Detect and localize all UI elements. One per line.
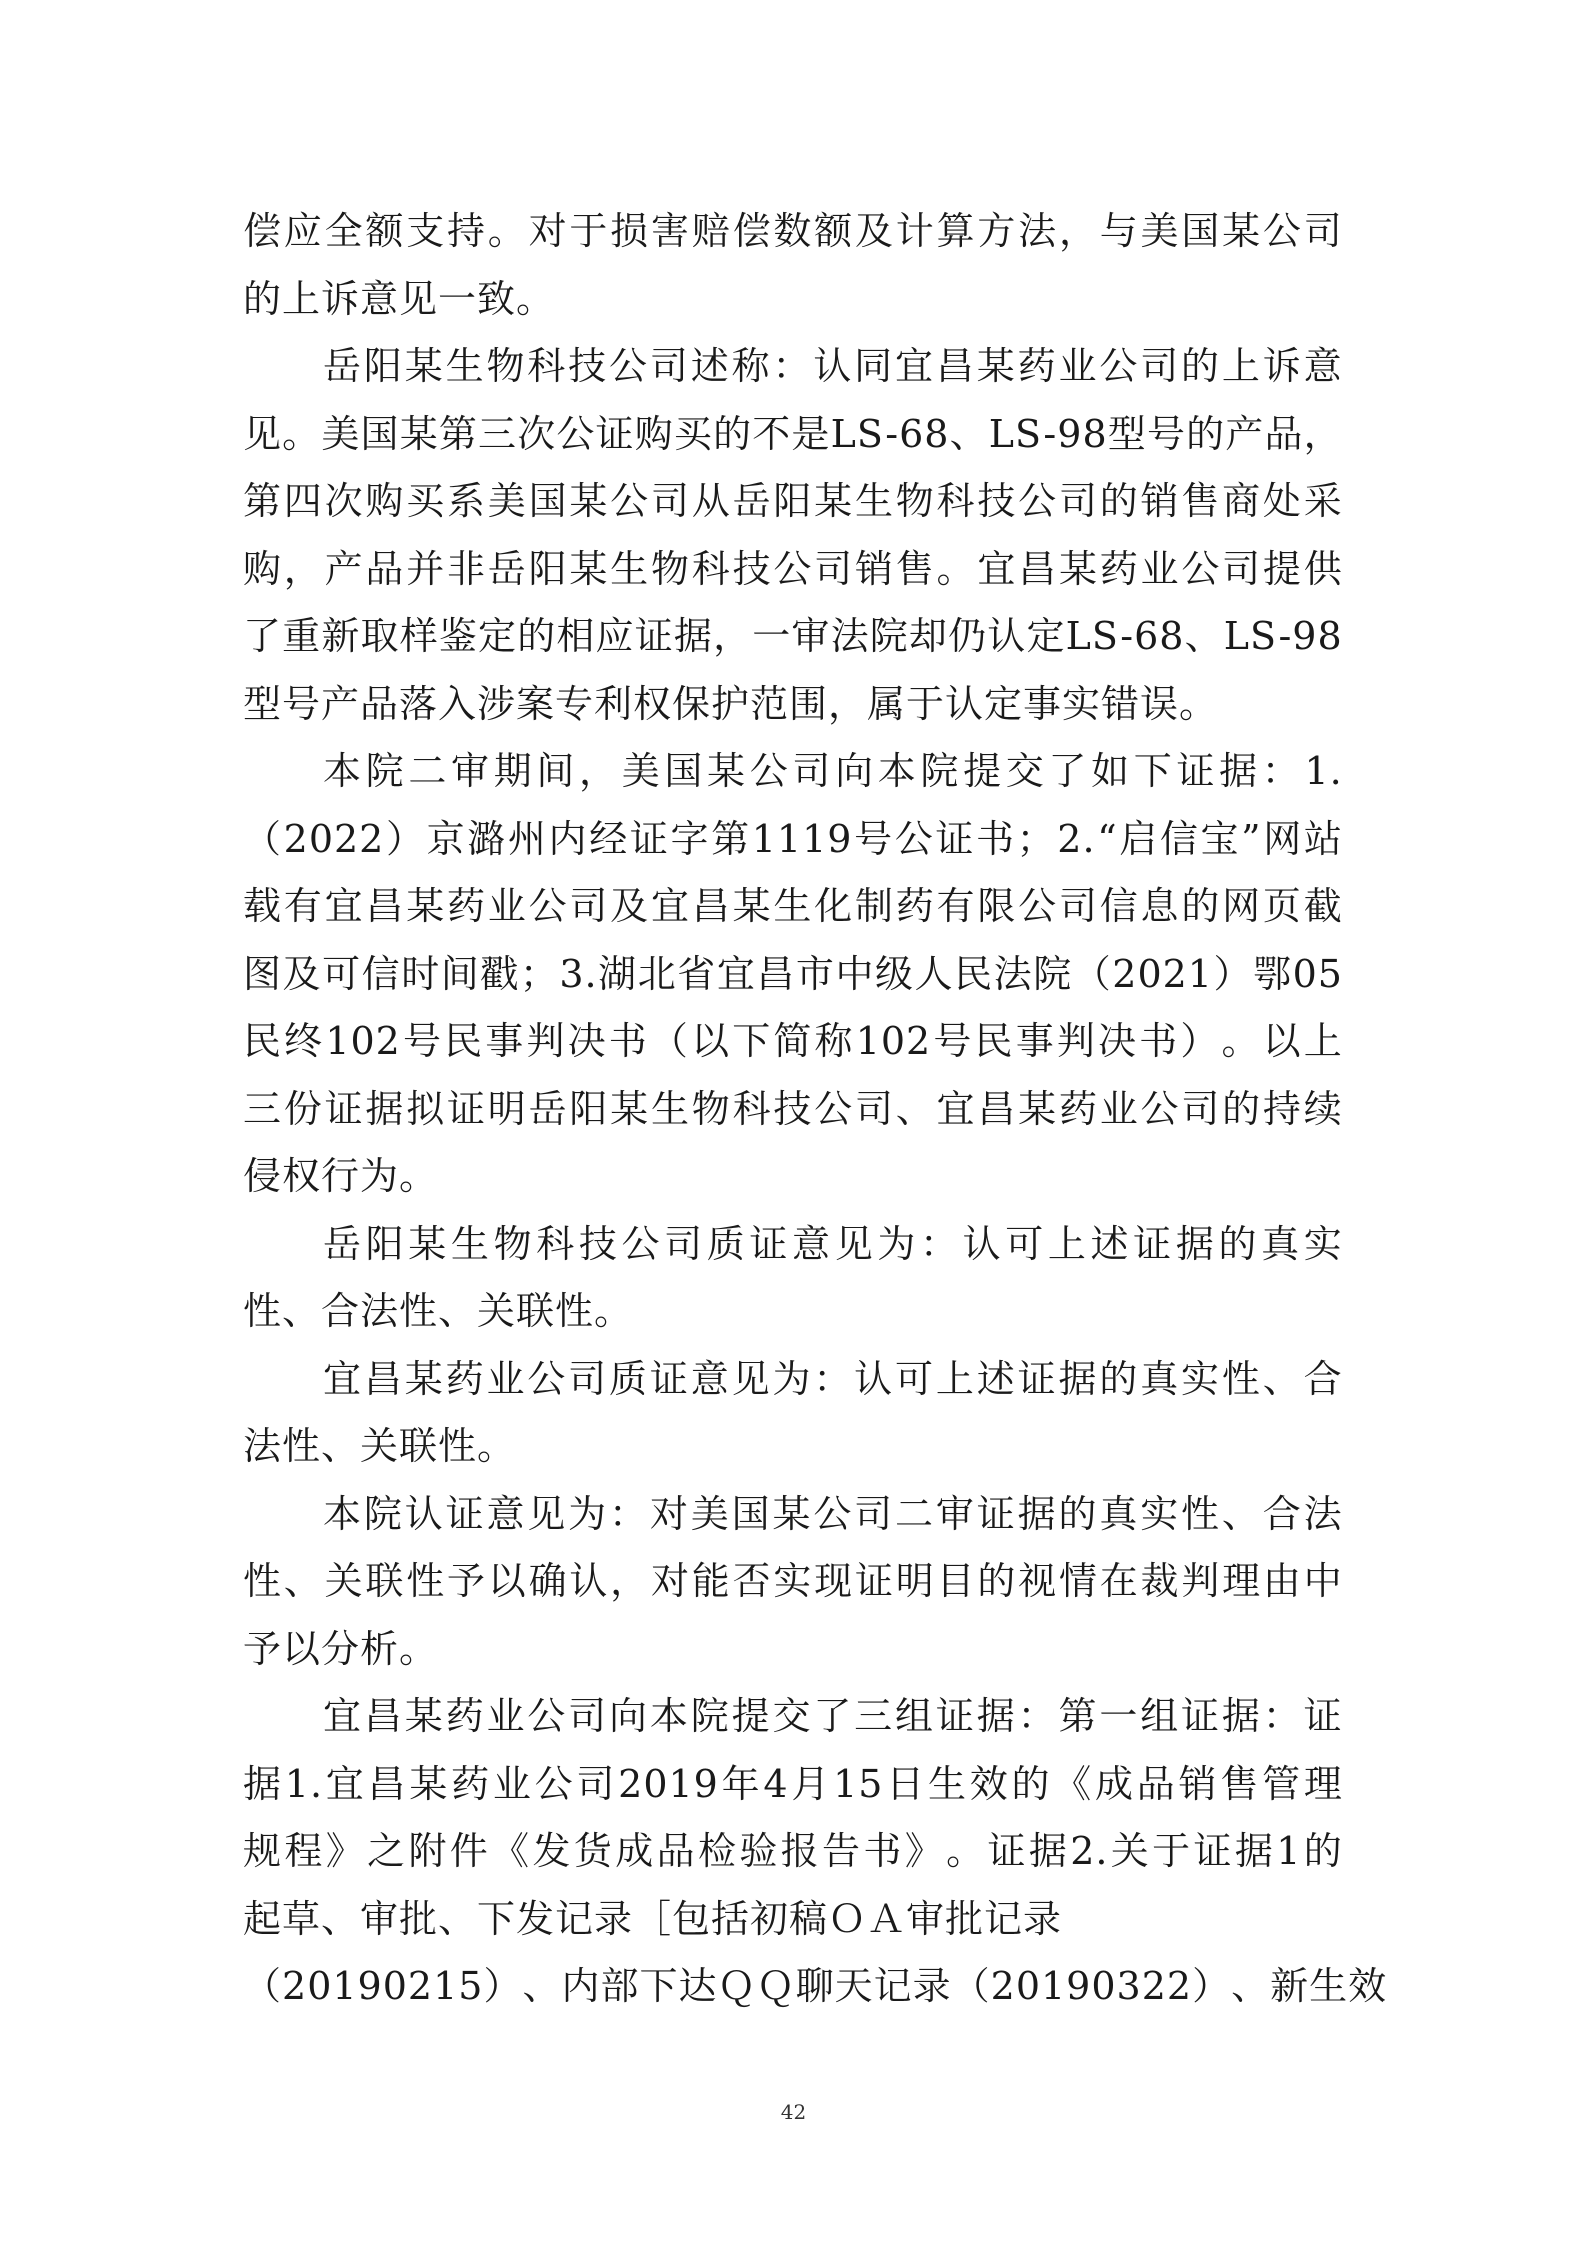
text-line: 载 有 宜 昌 某 药 业 公 司 及 宜 昌 某 生 化 制 药 有 限 公 司 信 息 的 网 页 截 <box>243 884 1343 928</box>
text-line: 三 份 证 据 拟 证 明 岳 阳 某 生 物 科 技 公 司 、 宜 昌 某 药 业 公 司 的 持 续 <box>243 1086 1343 1131</box>
text-line: 予以分析。 <box>243 1626 439 1671</box>
text-line: 宜 昌 某 药 业 公 司 质 证 意 见 为 ： 认 可 上 述 证 据 的 真 实 性 、 合 <box>323 1356 1343 1401</box>
text-line: 宜 昌 某 药 业 公 司 向 本 院 提 交 了 三 组 证 据 ： 第 一 组 证 据 ： 证 <box>323 1694 1343 1738</box>
text-line: 起草、审批、下发记录［包括初稿ＯＡ审批记录 <box>243 1896 1063 1941</box>
text-line: 侵权行为。 <box>243 1154 439 1198</box>
text-line: 岳 阳 某 生 物 科 技 公 司 质 证 意 见 为 ： 认 可 上 述 证 据 的 真 实 <box>323 1221 1343 1266</box>
text-line: 偿 应 全 额 支 持 。 对 于 损 害 赔 偿 数 额 及 计 算 方 法 ， 与 美 国 某 公 司 <box>243 209 1343 253</box>
document-body <box>243 198 1388 2021</box>
text-line: （ 20190215 ） 、 内 部 下 达 Ｑ Ｑ 聊 天 记 录 （ 20190322 ） 、 新 生 效 <box>243 1964 1388 2008</box>
text-line: 购 ， 产 品 并 非 岳 阳 某 生 物 科 技 公 司 销 售 。 宜 昌 某 药 业 公 司 提 供 <box>243 546 1343 591</box>
text-line: 图 及 可 信 时 间 戳 ； 3. 湖 北 省 宜 昌 市 中 级 人 民 法 院 （ 2021 ） 鄂 05 <box>243 951 1343 996</box>
text-line: 据 1. 宜 昌 某 药 业 公 司 2019 年 4 月 15 日 生 效 的 《 成 品 销 售 管 理 <box>243 1761 1343 1806</box>
text-line: 性、合法性、关联性。 <box>243 1289 634 1333</box>
text-line: 规 程 》 之 附 件 《 发 货 成 品 检 验 报 告 书 》 。 证 据 2. 关 于 证 据 1 的 <box>243 1829 1343 1873</box>
text-line: 性 、 关 联 性 予 以 确 认 ， 对 能 否 实 现 证 明 目 的 视 情 在 裁 判 理 由 中 <box>243 1559 1343 1603</box>
text-line: 法性、关联性。 <box>243 1424 517 1468</box>
text-line: 民 终 102 号 民 事 判 决 书 （ 以 下 简 称 102 号 民 事 判 决 书 ） 。 以 上 <box>243 1019 1343 1063</box>
text-line: （ 2022 ） 京 潞 州 内 经 证 字 第 1119 号 公 证 书 ； 2. “ 启 信 宝 ” 网 站 <box>243 816 1343 861</box>
page-number: 42 <box>780 2100 807 2124</box>
text-line: 岳 阳 某 生 物 科 技 公 司 述 称 ： 认 同 宜 昌 某 药 业 公 司 的 上 诉 意 <box>323 344 1343 388</box>
text-line: 见 。 美 国 某 第 三 次 公 证 购 买 的 不 是 LS-68 、 LS-98 型 号 的 产 品 ， <box>243 411 1343 456</box>
text-line: 本 院 二 审 期 间 ， 美 国 某 公 司 向 本 院 提 交 了 如 下 证 据 ： 1. <box>323 749 1343 793</box>
text-line: 了 重 新 取 样 鉴 定 的 相 应 证 据 ， 一 审 法 院 却 仍 认 定 LS-68 、 LS-98 <box>243 614 1343 658</box>
text-line: 的上诉意见一致。 <box>243 276 556 321</box>
text-line: 型号产品落入涉案专利权保护范围，属于认定事实错误。 <box>243 681 1219 726</box>
text-line: 第 四 次 购 买 系 美 国 某 公 司 从 岳 阳 某 生 物 科 技 公 司 的 销 售 商 处 采 <box>243 479 1343 523</box>
text-line: 本 院 认 证 意 见 为 ： 对 美 国 某 公 司 二 审 证 据 的 真 实 性 、 合 法 <box>323 1491 1343 1536</box>
